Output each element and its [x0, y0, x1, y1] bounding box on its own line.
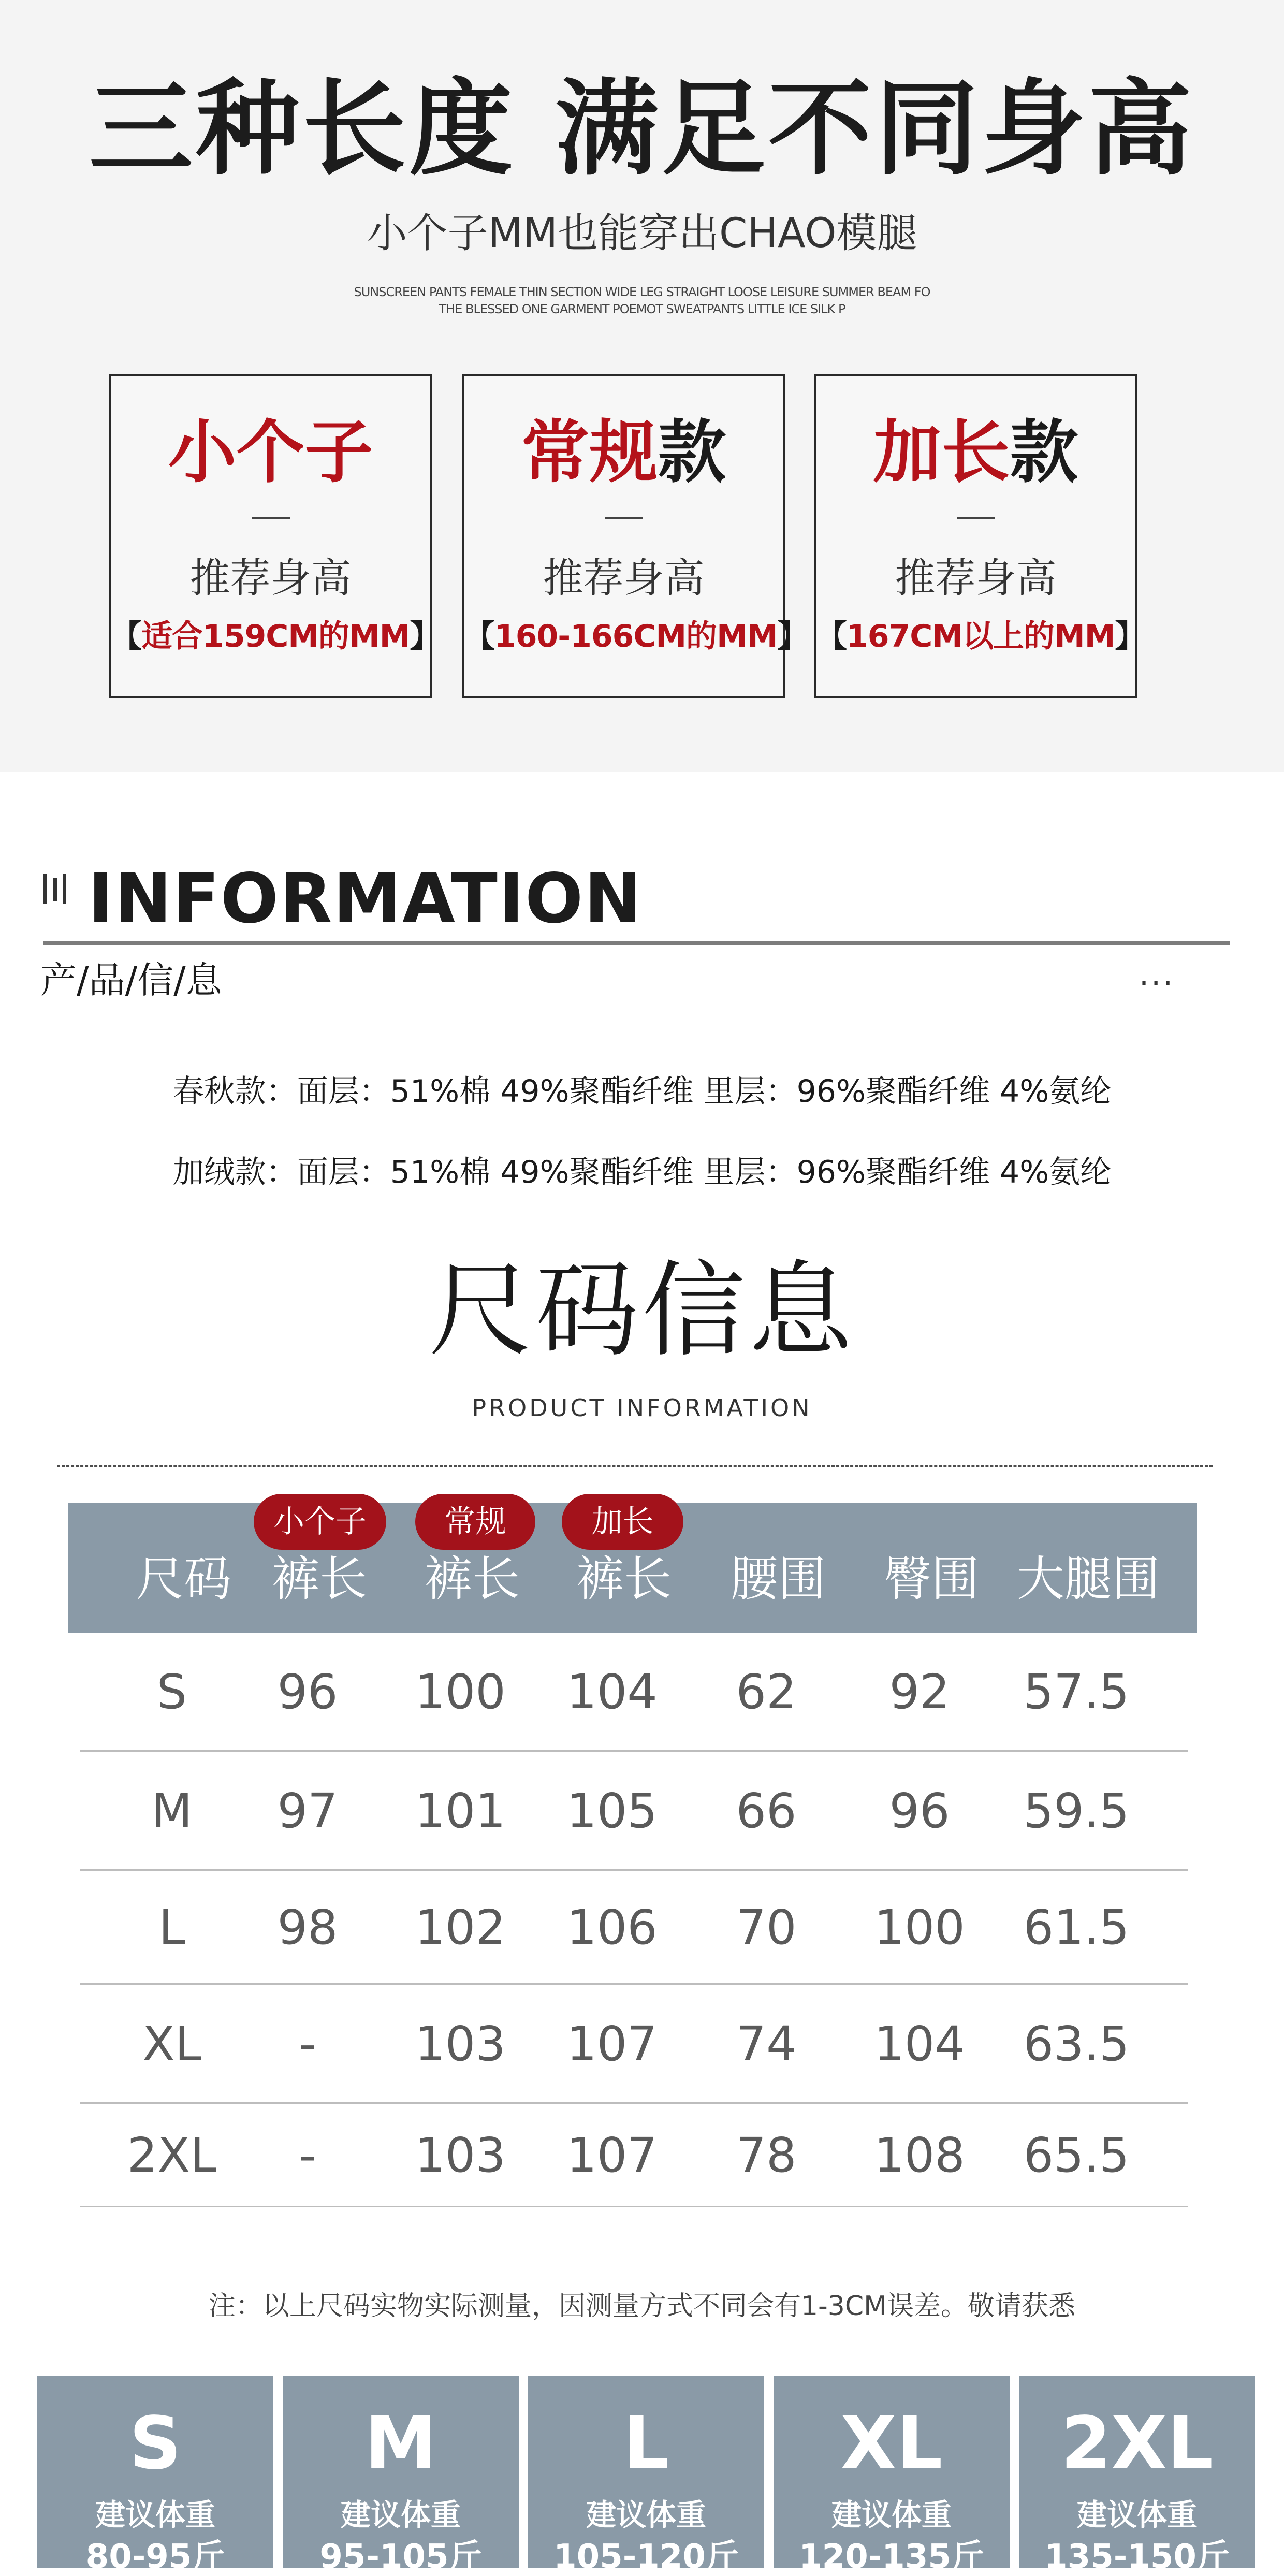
- table-cell-thigh: 63.5: [1023, 2016, 1130, 2072]
- table-cell-length-long: 105: [566, 1783, 658, 1839]
- weight-card-size: S: [129, 2402, 182, 2486]
- table-cell-waist: 78: [736, 2128, 797, 2183]
- table-cell-length-petite: 98: [277, 1900, 338, 1955]
- weight-card-size: L: [623, 2402, 669, 2486]
- length-card-long: [814, 374, 1146, 698]
- column-header-waist: 腰围: [730, 1551, 826, 1607]
- table-cell-hip: 108: [874, 2128, 965, 2183]
- weight-card-range: 135-150斤: [1044, 2538, 1230, 2576]
- fabric-spec-line: 春秋款：面层：51%棉 49%聚酯纤维 里层：96%聚酯纤维 4%氨纶: [172, 1073, 1112, 1110]
- weight-card-size: XL: [840, 2402, 943, 2486]
- weight-card-range: 120-135斤: [799, 2538, 984, 2576]
- table-row: [80, 1752, 1188, 1871]
- table-cell-length-petite: 96: [277, 1664, 338, 1720]
- table-cell-waist: 66: [736, 1783, 797, 1839]
- weight-card-range: 80-95斤: [85, 2538, 225, 2576]
- table-cell-length-long: 104: [566, 1664, 658, 1720]
- weight-card-label: 建议体重: [95, 2497, 215, 2533]
- table-cell-waist: 74: [736, 2016, 797, 2072]
- table-cell-size: S: [156, 1664, 187, 1720]
- weight-card-label: 建议体重: [831, 2497, 952, 2533]
- weight-card-m: [283, 2376, 519, 2576]
- card-label: 推荐身高: [543, 555, 705, 602]
- table-row: [80, 1985, 1188, 2104]
- length-tag-regular: 常规: [415, 1494, 535, 1550]
- column-header-length-long: 裤长: [576, 1551, 672, 1607]
- card-divider: [957, 517, 995, 519]
- weight-card-range: 95-105斤: [319, 2538, 482, 2576]
- table-cell-length-regular: 102: [415, 1900, 506, 1955]
- card-height-note: 【167CM以上的MM】: [816, 618, 1146, 654]
- table-cell-length-petite: -: [299, 2128, 316, 2183]
- table-cell-size: 2XL: [127, 2128, 217, 2183]
- table-row: [80, 2104, 1188, 2207]
- column-header-size: 尺码: [136, 1551, 231, 1607]
- table-cell-length-regular: 100: [415, 1664, 506, 1720]
- card-title: 常规款: [521, 413, 726, 492]
- weight-card-s: [37, 2376, 273, 2576]
- table-cell-length-petite: 97: [277, 1783, 338, 1839]
- table-cell-length-long: 107: [566, 2016, 658, 2072]
- table-cell-length-regular: 103: [415, 2128, 506, 2183]
- hero-subtitle: 小个子MM也能穿出CHAO模腿: [367, 210, 917, 257]
- weight-card-label: 建议体重: [1076, 2497, 1197, 2533]
- table-cell-waist: 70: [736, 1900, 797, 1955]
- more-icon[interactable]: ...: [1139, 956, 1175, 993]
- weight-card-size: 2XL: [1060, 2402, 1214, 2486]
- card-title: 小个子: [168, 413, 373, 492]
- info-heading: INFORMATION: [88, 859, 643, 939]
- column-header-length-regular: 裤长: [424, 1551, 520, 1607]
- column-header-length-petite: 裤长: [271, 1551, 367, 1607]
- table-cell-hip: 96: [889, 1783, 950, 1839]
- card-label: 推荐身高: [189, 555, 352, 602]
- card-height-note: 【适合159CM的MM】: [111, 618, 441, 654]
- fabric-spec-line: 加绒款：面层：51%棉 49%聚酯纤维 里层：96%聚酯纤维 4%氨纶: [172, 1154, 1112, 1190]
- table-cell-waist: 62: [736, 1664, 797, 1720]
- card-label: 推荐身高: [895, 555, 1057, 602]
- hero-title: 三种长度 满足不同身高: [89, 69, 1195, 190]
- weight-card-range: 105-120斤: [553, 2538, 739, 2576]
- size-table-header: [68, 1503, 1197, 1633]
- size-note: 注：以上尺码实物实际测量，因测量方式不同会有1-3CM误差。敬请获悉: [208, 2291, 1076, 2322]
- hero-english-line: SUNSCREEN PANTS FEMALE THIN SECTION WIDE LEG STRAIGHT LOOSE LEISURE SUMMER BEAM FO: [354, 285, 930, 299]
- hero-english-line: THE BLESSED ONE GARMENT POEMOT SWEATPANTS LITTLE ICE SILK P: [439, 302, 845, 316]
- table-cell-thigh: 59.5: [1023, 1783, 1130, 1839]
- card-divider: [605, 517, 643, 519]
- weight-card-label: 建议体重: [340, 2497, 461, 2533]
- hero-section: [0, 0, 1284, 772]
- length-card-regular: [462, 374, 808, 698]
- table-row: [80, 1633, 1188, 1752]
- table-cell-length-regular: 103: [415, 2016, 506, 2072]
- card-height-note: 【160-166CM的MM】: [464, 618, 808, 654]
- card-divider: [252, 517, 290, 519]
- table-cell-length-petite: -: [299, 2016, 316, 2072]
- table-cell-size: XL: [142, 2016, 202, 2072]
- table-cell-hip: 100: [874, 1900, 965, 1955]
- length-card-petite: [109, 374, 441, 698]
- table-cell-length-regular: 101: [415, 1783, 506, 1839]
- table-cell-length-long: 106: [566, 1900, 658, 1955]
- table-cell-thigh: 57.5: [1023, 1664, 1130, 1720]
- weight-card-size: M: [364, 2402, 437, 2486]
- table-cell-hip: 104: [874, 2016, 965, 2072]
- weight-card-2xl: [1019, 2376, 1255, 2576]
- info-divider: [43, 941, 1230, 945]
- weight-card-xl: [774, 2376, 1010, 2576]
- table-cell-thigh: 61.5: [1023, 1900, 1130, 1955]
- weight-card-label: 建议体重: [586, 2497, 706, 2533]
- table-cell-hip: 92: [889, 1664, 950, 1720]
- table-cell-length-long: 107: [566, 2128, 658, 2183]
- size-section-subtitle: PRODUCT INFORMATION: [472, 1394, 812, 1422]
- card-title: 加长款: [873, 413, 1078, 492]
- info-bars-icon: [43, 874, 67, 906]
- column-header-hip: 臀围: [883, 1551, 979, 1607]
- length-tag-long: 加长: [562, 1494, 683, 1550]
- dashed-divider: [57, 1465, 1213, 1467]
- table-cell-size: M: [151, 1783, 193, 1839]
- table-cell-size: L: [158, 1900, 185, 1955]
- info-heading-cn: 产/品/信/息: [40, 959, 222, 1001]
- column-header-thigh: 大腿围: [1016, 1551, 1160, 1607]
- table-cell-thigh: 65.5: [1023, 2128, 1130, 2183]
- weight-card-l: [528, 2376, 764, 2576]
- table-row: [80, 1871, 1188, 1985]
- length-tag-petite: 小个子: [254, 1494, 386, 1550]
- size-section-title: 尺码信息: [428, 1250, 855, 1371]
- row-divider: [80, 2206, 1188, 2207]
